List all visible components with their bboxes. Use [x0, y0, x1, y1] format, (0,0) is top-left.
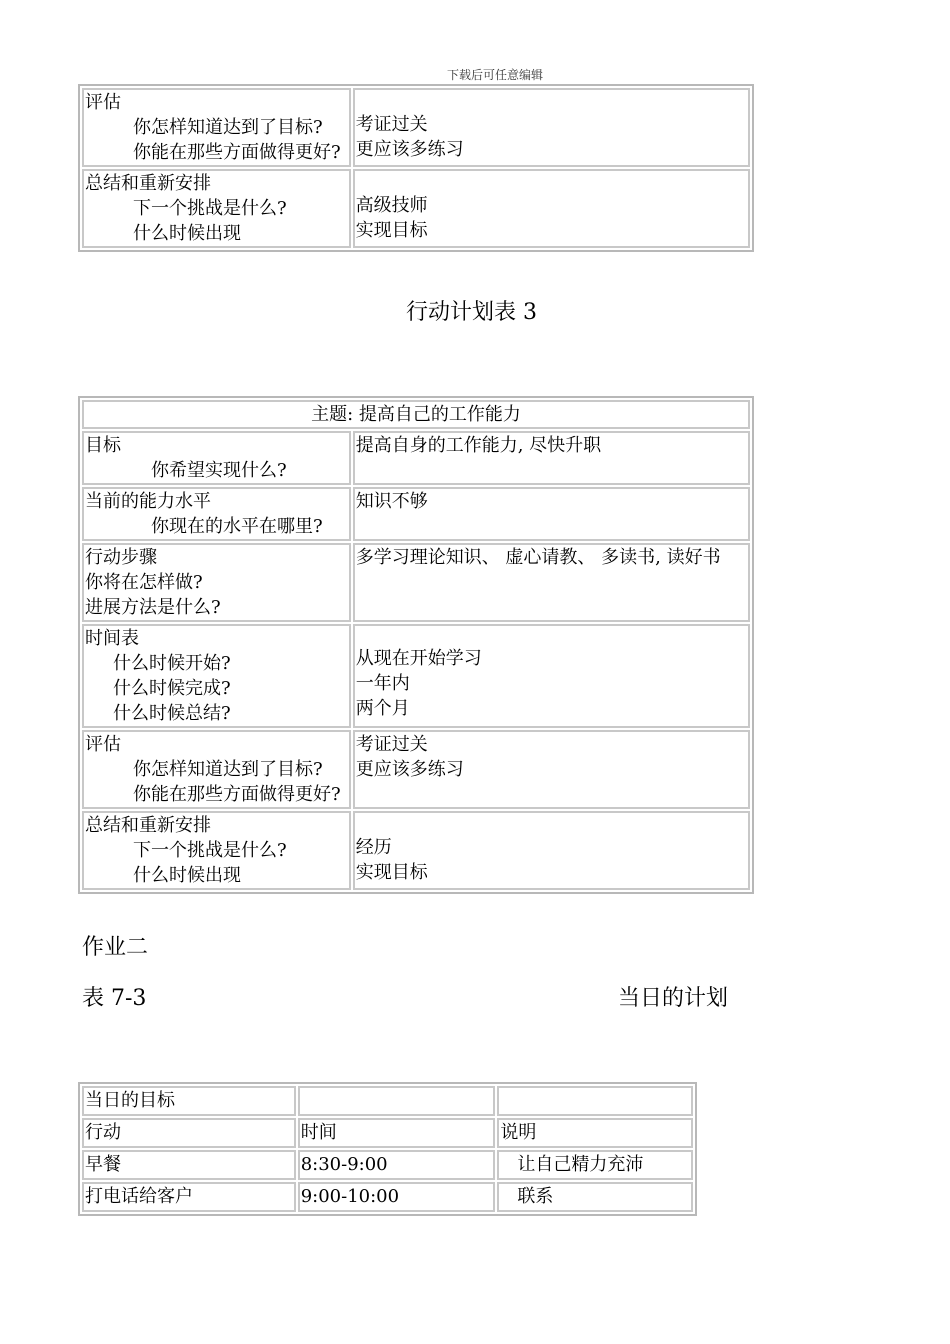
table-row [82, 811, 750, 890]
row-label: 时间表 [85, 628, 139, 649]
table-cell: 8:30-9:00 [298, 1150, 496, 1180]
table-row [82, 88, 750, 167]
header-note: 下载后可任意编辑 [446, 68, 543, 82]
row-answer: 高级技师 [355, 195, 428, 216]
row-answer: 经历 [355, 837, 392, 858]
table-cell: 早餐 [82, 1150, 296, 1180]
row-question: 什么时候开始? [113, 653, 231, 674]
table-cell: 9:00-10:00 [298, 1182, 496, 1212]
row-answer: 考证过关 [355, 734, 428, 755]
row-question: 你将在怎样做? [85, 572, 203, 593]
table-row [82, 1086, 693, 1116]
row-answer: 两个月 [355, 698, 410, 719]
row-label-cell [82, 543, 351, 622]
row-answer: 考证过关 [355, 114, 428, 135]
row-answer: 从现在开始学习 [355, 648, 482, 669]
row-answer-cell: 知识不够 [353, 487, 750, 541]
row-label: 评估 [85, 734, 121, 755]
row-question: 什么时候总结? [113, 703, 231, 724]
row-answer: 实现目标 [355, 862, 428, 883]
row-answer-cell [353, 811, 750, 890]
column-header: 时间 [298, 1118, 496, 1148]
daily-plan-table [78, 1082, 697, 1216]
action-plan-table-3 [78, 396, 754, 894]
column-header: 说明 [497, 1118, 693, 1148]
row-question: 下一个挑战是什么? [133, 840, 287, 861]
row-label: 目标 [85, 435, 121, 456]
row-label-cell [82, 431, 351, 485]
row-label-cell [82, 487, 351, 541]
row-answer-cell [353, 624, 750, 728]
column-header: 行动 [82, 1118, 296, 1148]
homework-heading: 作业二 [82, 935, 149, 960]
row-answer: 更应该多练习 [355, 139, 464, 160]
row-question: 你怎样知道达到了目标? [133, 117, 323, 138]
theme-cell: 主题: 提高自己的工作能力 [82, 400, 750, 429]
row-label-cell [82, 730, 351, 809]
row-answer: 更应该多练习 [355, 759, 464, 780]
row-question: 什么时候出现 [133, 223, 241, 244]
row-answer-cell [353, 730, 750, 809]
row-question: 你现在的水平在哪里? [151, 516, 323, 537]
row-label-cell [82, 624, 351, 728]
row-answer-cell [353, 88, 750, 167]
row-answer-cell [353, 169, 750, 248]
row-label: 当前的能力水平 [85, 491, 211, 512]
row-label: 评估 [85, 92, 121, 113]
table-row [82, 730, 750, 809]
row-answer-cell: 提高自身的工作能力, 尽快升职 [353, 431, 750, 485]
plan-title: 行动计划表 3 [406, 300, 537, 325]
table-row [82, 169, 750, 248]
table-cell: 联系 [497, 1182, 693, 1212]
daily-goal-label: 当日的目标 [82, 1086, 296, 1116]
theme-row [82, 400, 750, 429]
row-answer: 一年内 [355, 673, 410, 694]
row-label: 总结和重新安排 [85, 173, 211, 194]
row-label-cell [82, 811, 351, 890]
table-row [82, 1182, 693, 1212]
table-header-row [82, 1118, 693, 1148]
row-label-cell [82, 88, 351, 167]
table-row [82, 431, 750, 485]
row-question: 什么时候完成? [113, 678, 231, 699]
table-row [82, 487, 750, 541]
row-question: 你希望实现什么? [151, 460, 287, 481]
table-row [82, 1150, 693, 1180]
row-label-cell [82, 169, 351, 248]
row-question: 你能在那些方面做得更好? [133, 784, 341, 805]
row-question: 下一个挑战是什么? [133, 198, 287, 219]
table-cell: 让自己精力充沛 [497, 1150, 693, 1180]
table-label: 表 7-3 [82, 986, 147, 1011]
table-cell: 打电话给客户 [82, 1182, 296, 1212]
row-answer: 实现目标 [355, 220, 428, 241]
row-label: 行动步骤 [85, 547, 157, 568]
table-caption: 当日的计划 [618, 986, 729, 1011]
row-label: 总结和重新安排 [85, 815, 211, 836]
table-row [82, 624, 750, 728]
action-plan-table-continued [78, 84, 754, 252]
daily-goal-empty [298, 1086, 496, 1116]
row-question: 什么时候出现 [133, 865, 241, 886]
row-answer-cell: 多学习理论知识、 虚心请教、 多读书, 读好书 [353, 543, 750, 622]
daily-goal-empty [497, 1086, 693, 1116]
row-question: 你能在那些方面做得更好? [133, 142, 341, 163]
row-question: 你怎样知道达到了目标? [133, 759, 323, 780]
table-row [82, 543, 750, 622]
row-question: 进展方法是什么? [85, 597, 221, 618]
